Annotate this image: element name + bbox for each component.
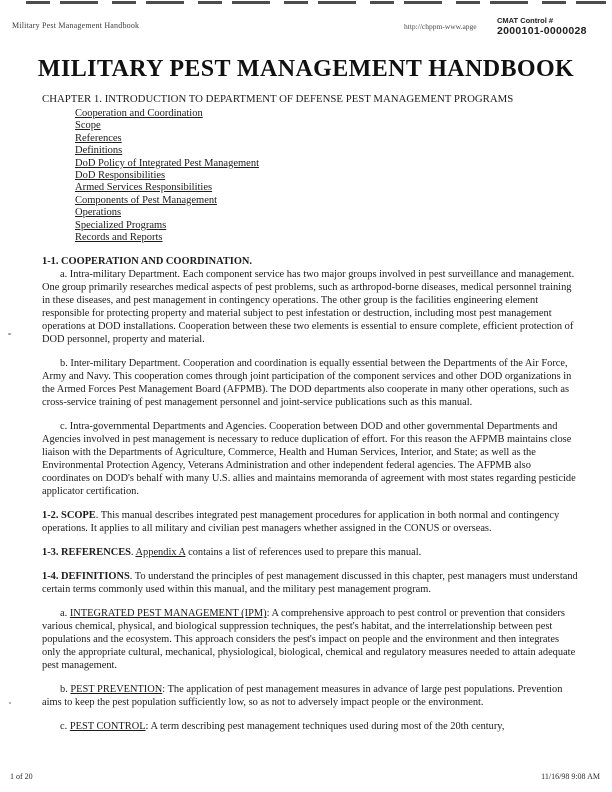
toc-link-components-of-pest-management[interactable]: Components of Pest Management	[75, 194, 218, 206]
definition-pest-prevention-prefix: b.	[60, 684, 71, 696]
para-1-1-b: b. Inter-military Department. Cooperation and coordination is equally essential between the Departments of the Air Force, Army and Navy. This cooperation comes through joint participation of the component services and other DOD organizations in the Armed Forces Pest Management Board (AFPMB). The DOD departments also cooperate in many other operations, such as cross-service training of pest management personnel and joint-service publications such as this manual.	[42, 358, 572, 409]
scan-speck	[9, 702, 11, 704]
toc-link-operations[interactable]: Operations	[75, 207, 122, 219]
definition-ipm-prefix: a.	[60, 608, 70, 620]
section-1-2-text: . This manual describes integrated pest management procedures for application in both normal and contingency operations. It applies to all military and civilian pest managers whether assigned in the CONUS or overseas.	[42, 510, 560, 535]
table-of-contents	[75, 108, 612, 244]
page-title: MILITARY PEST MANAGEMENT HANDBOOK	[37, 56, 575, 82]
toc-link-armed-services-responsibilities[interactable]: Armed Services Responsibilities	[75, 182, 213, 194]
toc-link-cooperation-and-coordination[interactable]: Cooperation and Coordination	[75, 108, 203, 119]
toc-link-dod-responsibilities[interactable]: DoD Responsibilities	[75, 170, 166, 182]
section-1-3-post-link: contains a list of references used to prepare this manual.	[185, 547, 422, 559]
section-1-1-heading	[42, 255, 578, 268]
cmat-control-stamp	[497, 16, 587, 37]
cmat-control-label: CMAT Control #	[497, 16, 554, 25]
definition-pest-prevention	[42, 683, 578, 709]
definition-pest-control-prefix: c.	[60, 721, 70, 733]
definition-ipm-text: : A comprehensive approach to pest control or prevention that considers various chemical, physical, and biological suppression techniques, the pest's habitat, and the interrelationship between pest populations and the ecosystem. This approach considers the pest's impact on people and the environment and then integrates only the appropriate cultural, mechanical, physiological, biological, chemical and regulatory measures needed to attain adequate pest management.	[42, 608, 576, 672]
section-1-2-heading: 1-2. SCOPE	[42, 510, 96, 522]
definition-term-ipm: INTEGRATED PEST MANAGEMENT (IPM)	[69, 608, 267, 620]
toc-link-records-and-reports[interactable]: Records and Reports	[75, 232, 163, 244]
para-1-1-c: c. Intra-governmental Departments and Agencies. Cooperation between DOD and other governmental Departments and Agencies involved in pest management is necessary to reduce duplication of effort. For this reason the AFPMB maintains close liaison with the Departments of Agriculture, Commerce, Health and Human Services, Interior, and State; as well as the Environmental Protection Agency, Veterans Administration and other independent federal agencies. The AFPMB also coordinates on DOD's behalf with many U.S. allies and maintains memoranda of agreement with most states regarding pesticide applicator certification.	[42, 421, 576, 498]
running-header-title: Military Pest Management Handbook	[12, 21, 140, 30]
section-1-3-heading: 1-3. REFERENCES	[42, 547, 131, 559]
section-1-4-text: . To understand the principles of pest management discussed in this chapter, pest managers must understand certain terms commonly used within this manual, and the military pest management program.	[42, 571, 578, 596]
section-1-3	[42, 546, 578, 559]
section-1-2	[42, 509, 578, 535]
cmat-control-number: 2000101-0000028	[497, 25, 587, 37]
header-url: http://chppm-www.apge	[404, 22, 477, 31]
footer-page-number: 1 of 20	[10, 772, 33, 781]
scan-artifact-line	[26, 1, 606, 4]
chapter-heading: CHAPTER 1. INTRODUCTION TO DEPARTMENT OF DEFENSE PEST MANAGEMENT PROGRAMS	[42, 93, 514, 105]
para-1-1-a: a. Intra-military Department. Each component service has two major groups involved in pest surveillance and management. One group primarily researches medical aspects of pest problems, such as arthropod-borne diseases, medical personnel training in these diseases, and pest management in contingency operations. The other group is the facilities engineering element responsible for protecting property and material subject to pest infestation or destruction, including most pest management operations at DOD installations. Cooperation between these two elements is essential to ensure complete, efficient protection of DOD personnel, property and material.	[42, 269, 575, 346]
definition-ipm	[42, 607, 578, 672]
toc-link-dod-policy-of-ipm[interactable]: DoD Policy of Integrated Pest Management	[75, 157, 259, 169]
definition-term-pest-control: PEST CONTROL	[69, 721, 146, 733]
section-1-1-heading-text: 1-1. COOPERATION AND COORDINATION.	[42, 256, 253, 268]
definition-term-pest-prevention: PEST PREVENTION	[70, 684, 163, 696]
definition-pest-prevention-text: : The application of pest management measures in advance of large pest populations. Prevention aims to keep the pest population sufficiently low, so as not to adversely impact people or the environment.	[42, 684, 563, 709]
appendix-a-link[interactable]: Appendix A	[135, 547, 186, 559]
definition-pest-control-text: : A term describing pest management techniques used during most of the 20th century,	[145, 721, 505, 733]
toc-link-specialized-programs[interactable]: Specialized Programs	[75, 219, 167, 231]
toc-link-definitions[interactable]: Definitions	[75, 145, 123, 157]
scan-speck	[8, 333, 11, 335]
section-1-4-heading: 1-4. DEFINITIONS	[42, 571, 130, 583]
definition-pest-control	[42, 720, 578, 733]
toc-link-references[interactable]: References	[75, 132, 122, 144]
toc-link-scope[interactable]: Scope	[75, 120, 101, 132]
section-1-3-pre-link: .	[130, 547, 136, 559]
footer-timestamp: 11/16/98 9:08 AM	[541, 772, 600, 781]
section-1-4	[42, 570, 578, 596]
